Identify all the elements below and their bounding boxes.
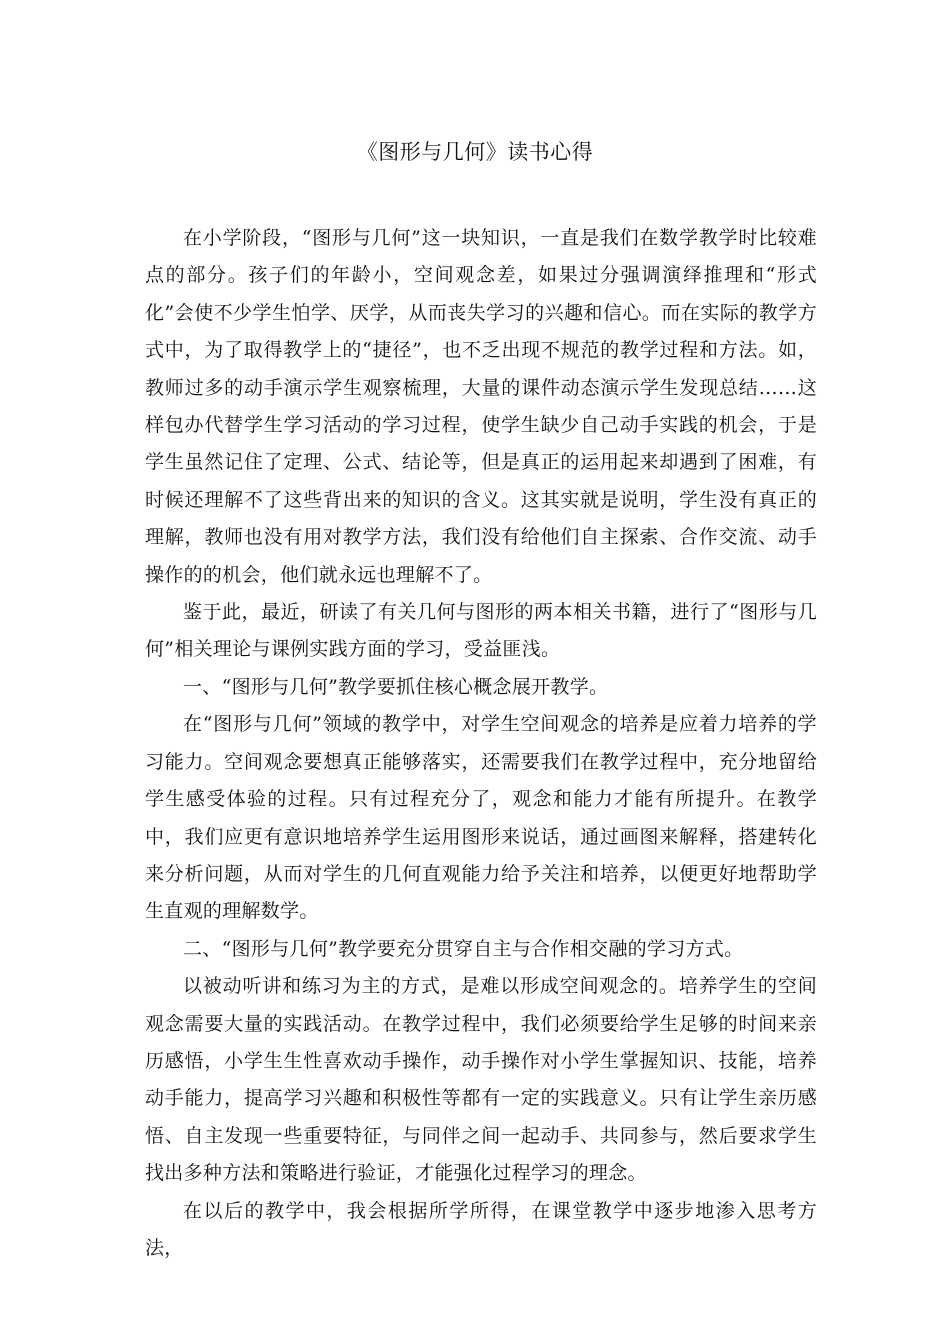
document-body — [145, 220, 817, 1267]
paragraph-section-1: 在“图形与几何”领域的教学中，对学生空间观念的培养是应着力培养的学习能力。空间观念要想真正能够落实，还需要我们在教学过程中，充分地留给学生感受体验的过程。只有过程充分了，观念和能力才能有所提升。在教学中，我们应更有意识地培养学生运用图形来说话，通过画图来解释，搭建转化来分析问题，从而对学生的几何直观能力给予关注和培养，以便更好地帮助学生直观的理解数学。 — [145, 713, 817, 923]
section-heading-2: 二、“图形与几何”教学要充分贯穿自主与合作相交融的学习方式。 — [183, 937, 744, 960]
paragraph-closing: 在以后的教学中，我会根据所学所得，在课堂教学中逐步地渗入思考方法， — [145, 1199, 817, 1259]
section-heading-1: 一、“图形与几何”教学要抓住核心概念展开教学。 — [183, 675, 609, 698]
document-title: 《图形与几何》读书心得 — [356, 140, 594, 164]
paragraph-section-2: 以被动听讲和练习为主的方式，是难以形成空间观念的。培养学生的空间观念需要大量的实践活动。在教学过程中，我们必须要给学生足够的时间来亲历感悟，小学生生性喜欢动手操作，动手操作对小学生掌握知识、技能，培养动手能力，提高学习兴趣和积极性等都有一定的实践意义。只有让学生亲历感悟、自主发现一些重要特征，与同伴之间一起动手、共同参与，然后要求学生找出多种方法和策略进行验证，才能强化过程学习的理念。 — [145, 975, 817, 1185]
paragraph-intro: 在小学阶段，“图形与几何”这一块知识，一直是我们在数学教学时比较难点的部分。孩子们的年龄小，空间观念差，如果过分强调演绎推理和“形式化”会使不少学生怕学、厌学，从而丧失学习的兴趣和信心。而在实际的教学方式中，为了取得教学上的“捷径”，也不乏出现不规范的教学过程和方法。如，教师过多的动手演示学生观察梳理，大量的课件动态演示学生发现总结……这样包办代替学生学习活动的学习过程，使学生缺少自己动手实践的机会，于是学生虽然记住了定理、公式、结论等，但是真正的运用起来却遇到了困难，有时候还理解不了这些背出来的知识的含义。这其实就是说明，学生没有真正的理解，教师也没有用对教学方法，我们没有给他们自主探索、合作交流、动手操作的的机会，他们就永远也理解不了。 — [145, 227, 817, 586]
paragraph-reading: 鉴于此，最近，研读了有关几何与图形的两本相关书籍，进行了“图形与几何”相关理论与课例实践方面的学习，受益匪浅。 — [145, 601, 817, 661]
